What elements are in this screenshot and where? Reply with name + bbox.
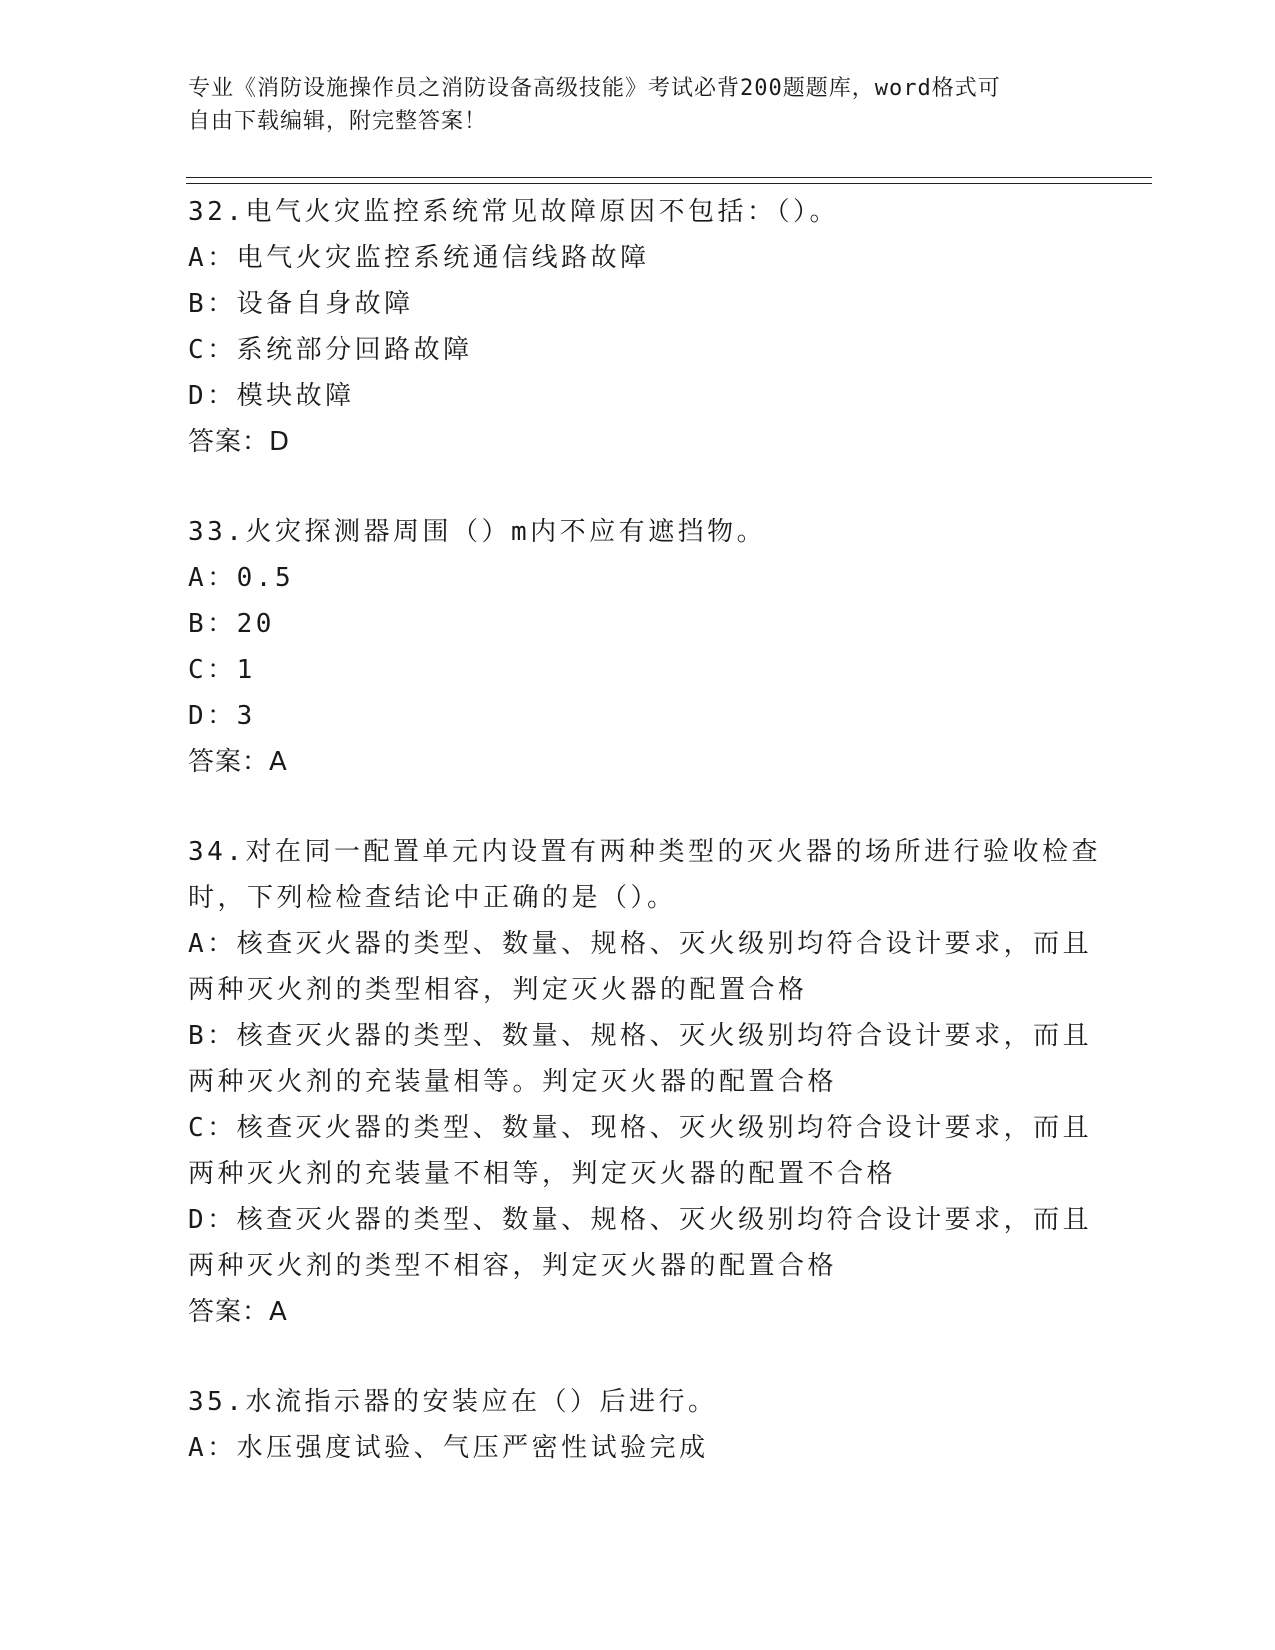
question-stem: 35.水流指示器的安装应在（）后进行。	[188, 1387, 718, 1417]
option-d: D：模块故障	[188, 381, 355, 411]
answer-label: 答案：A	[188, 1297, 288, 1327]
option-a: A：水压强度试验、气压严密性试验完成	[188, 1433, 709, 1463]
question-stem-line-2: 时，下列检检查结论中正确的是（）。	[188, 883, 677, 913]
option-d-line-2: 两种灭火剂的类型不相容，判定灭火器的配置合格	[188, 1251, 838, 1281]
option-a: A：电气火灾监控系统通信线路故障	[188, 243, 650, 273]
header-divider-top	[186, 177, 1152, 178]
question-33	[188, 509, 1088, 785]
question-35	[188, 1379, 1088, 1471]
question-32	[188, 189, 1088, 465]
question-stem: 32.电气火灾监控系统常见故障原因不包括：（）。	[188, 197, 839, 227]
question-34	[188, 829, 1101, 1335]
option-a-line-1: A：核查灭火器的类型、数量、规格、灭火级别均符合设计要求，而且	[188, 929, 1093, 959]
question-stem: 33.火灾探测器周围（）m内不应有遮挡物。	[188, 517, 767, 547]
option-c-line-2: 两种灭火剂的充装量不相等，判定灭火器的配置不合格	[188, 1159, 897, 1189]
header-line-1: 专业《消防设施操作员之消防设备高级技能》考试必背200题题库，word格式可	[188, 76, 1001, 101]
question-stem-line-1: 34.对在同一配置单元内设置有两种类型的灭火器的场所进行验收检查	[188, 837, 1101, 867]
option-c: C：系统部分回路故障	[188, 335, 473, 365]
option-a: A：0.5	[188, 563, 295, 593]
option-b-line-1: B：核查灭火器的类型、数量、规格、灭火级别均符合设计要求，而且	[188, 1021, 1093, 1051]
answer-label: 答案：A	[188, 747, 288, 777]
option-b-line-2: 两种灭火剂的充装量相等。判定灭火器的配置合格	[188, 1067, 838, 1097]
header-line-2: 自由下载编辑，附完整答案！	[188, 109, 488, 134]
option-b: B：设备自身故障	[188, 289, 414, 319]
option-a-line-2: 两种灭火剂的类型相容，判定灭火器的配置合格	[188, 975, 808, 1005]
question-list	[188, 189, 1101, 1515]
option-c: C：1	[188, 655, 256, 685]
header-divider-bottom	[186, 183, 1152, 184]
option-d-line-1: D：核查灭火器的类型、数量、规格、灭火级别均符合设计要求，而且	[188, 1205, 1093, 1235]
option-c-line-1: C：核查灭火器的类型、数量、现格、灭火级别均符合设计要求，而且	[188, 1113, 1093, 1143]
option-d: D：3	[188, 701, 256, 731]
answer-label: 答案：D	[188, 427, 291, 457]
document-header	[188, 72, 1068, 138]
option-b: B：20	[188, 609, 275, 639]
